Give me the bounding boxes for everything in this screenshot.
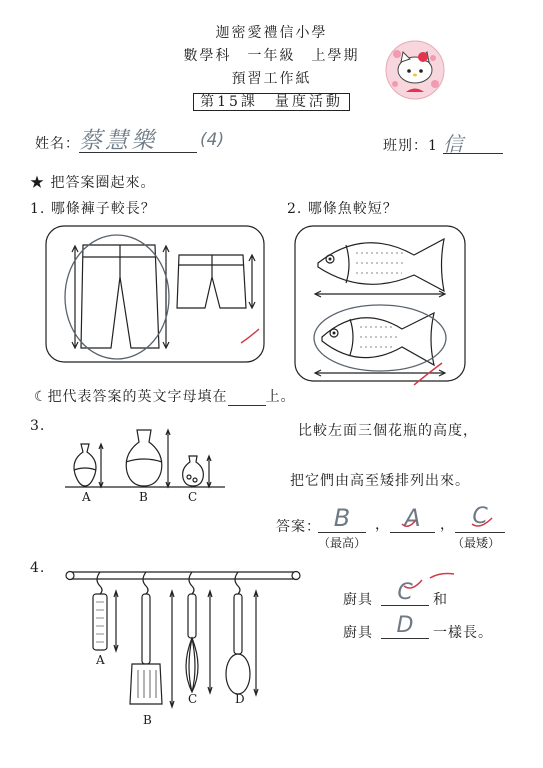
q3-answer-1[interactable]: B — [318, 504, 366, 533]
tool-label-a: A — [96, 653, 105, 667]
q4-row1-suffix: 和 — [433, 592, 448, 608]
q2-text: 哪條魚較短？ — [307, 201, 398, 217]
q3-answer-label: 答案： — [276, 519, 321, 535]
instruction-fill — [34, 386, 296, 406]
name-field[interactable]: 蔡慧樂 — [79, 122, 197, 153]
check-mark-icon — [400, 570, 460, 594]
ladle-icon — [226, 572, 258, 695]
q2-number: 2. — [287, 201, 303, 217]
class-number: (4) — [200, 130, 225, 150]
q3-number: 3. — [30, 418, 46, 434]
blank-sample — [228, 389, 266, 406]
q4-row2-prefix: 廚具 — [343, 625, 373, 641]
vase-b-icon — [126, 430, 170, 487]
vase-label-b: B — [139, 490, 148, 504]
q3-sep-2: ， — [440, 517, 455, 533]
spatula-icon — [130, 572, 174, 707]
kitchen-tools-figure — [60, 568, 310, 728]
q4-number: 4. — [30, 560, 46, 576]
tool-label-b: B — [143, 713, 152, 727]
q1-pants-figure — [45, 225, 267, 365]
instruction-fill-end: 上。 — [265, 389, 296, 405]
vase-label-a: A — [82, 490, 91, 504]
long-fish-icon — [315, 239, 445, 297]
whisk-icon — [186, 572, 212, 693]
vase-label-c: C — [188, 490, 198, 504]
q3-line2: 把它們由高至矮排列出來。 — [290, 473, 470, 489]
moon-icon: ☾ — [34, 389, 48, 405]
q3-answer-2[interactable]: A — [390, 504, 435, 533]
grater-icon — [93, 572, 118, 651]
tool-label-c: C — [188, 692, 198, 706]
instruction-fill-text: 把代表答案的英文字母填在 — [47, 389, 228, 405]
shorts-icon — [177, 255, 255, 308]
tallest-label: （最高） — [318, 536, 367, 550]
instruction-circle: ★ 把答案圈起來。 — [30, 175, 156, 191]
vase-c-icon — [183, 456, 211, 487]
q3-answer-3[interactable]: C — [455, 504, 505, 533]
q4-answer-1[interactable]: C — [381, 580, 429, 606]
short-fish-icon — [315, 313, 445, 376]
q4-row2-suffix: 一樣長。 — [433, 625, 493, 641]
q1-text: 哪條褲子較長？ — [50, 201, 156, 217]
class-label: 班別：1 — [383, 138, 438, 154]
worksheet-header — [0, 22, 543, 114]
q4-row1-prefix: 廚具 — [343, 592, 373, 608]
q2-fish-figure — [294, 225, 466, 387]
q3-line1: 比較左面三個花瓶的高度， — [298, 423, 478, 439]
vase-a-icon — [74, 444, 103, 487]
lesson-title: 第15課 量度活動 — [193, 93, 350, 111]
q4-answer-2[interactable]: D — [381, 613, 429, 639]
tool-label-d: D — [235, 692, 245, 706]
q1-number: 1. — [30, 201, 46, 217]
cat-sticker-icon — [385, 40, 445, 100]
school-name: 迦密愛禮信小學 — [215, 25, 328, 41]
subject-line: 數學科 一年級 上學期 — [183, 48, 360, 64]
class-field[interactable]: 信 — [443, 128, 503, 154]
q3-sep-1: ， — [375, 517, 390, 533]
check-mark-icon — [400, 512, 440, 532]
worksheet-type: 預習工作紙 — [231, 71, 312, 87]
name-label: 姓名： — [35, 136, 80, 152]
check-mark-icon — [470, 512, 510, 532]
shortest-label: （最矮） — [452, 536, 501, 550]
long-pants-icon — [72, 245, 169, 348]
